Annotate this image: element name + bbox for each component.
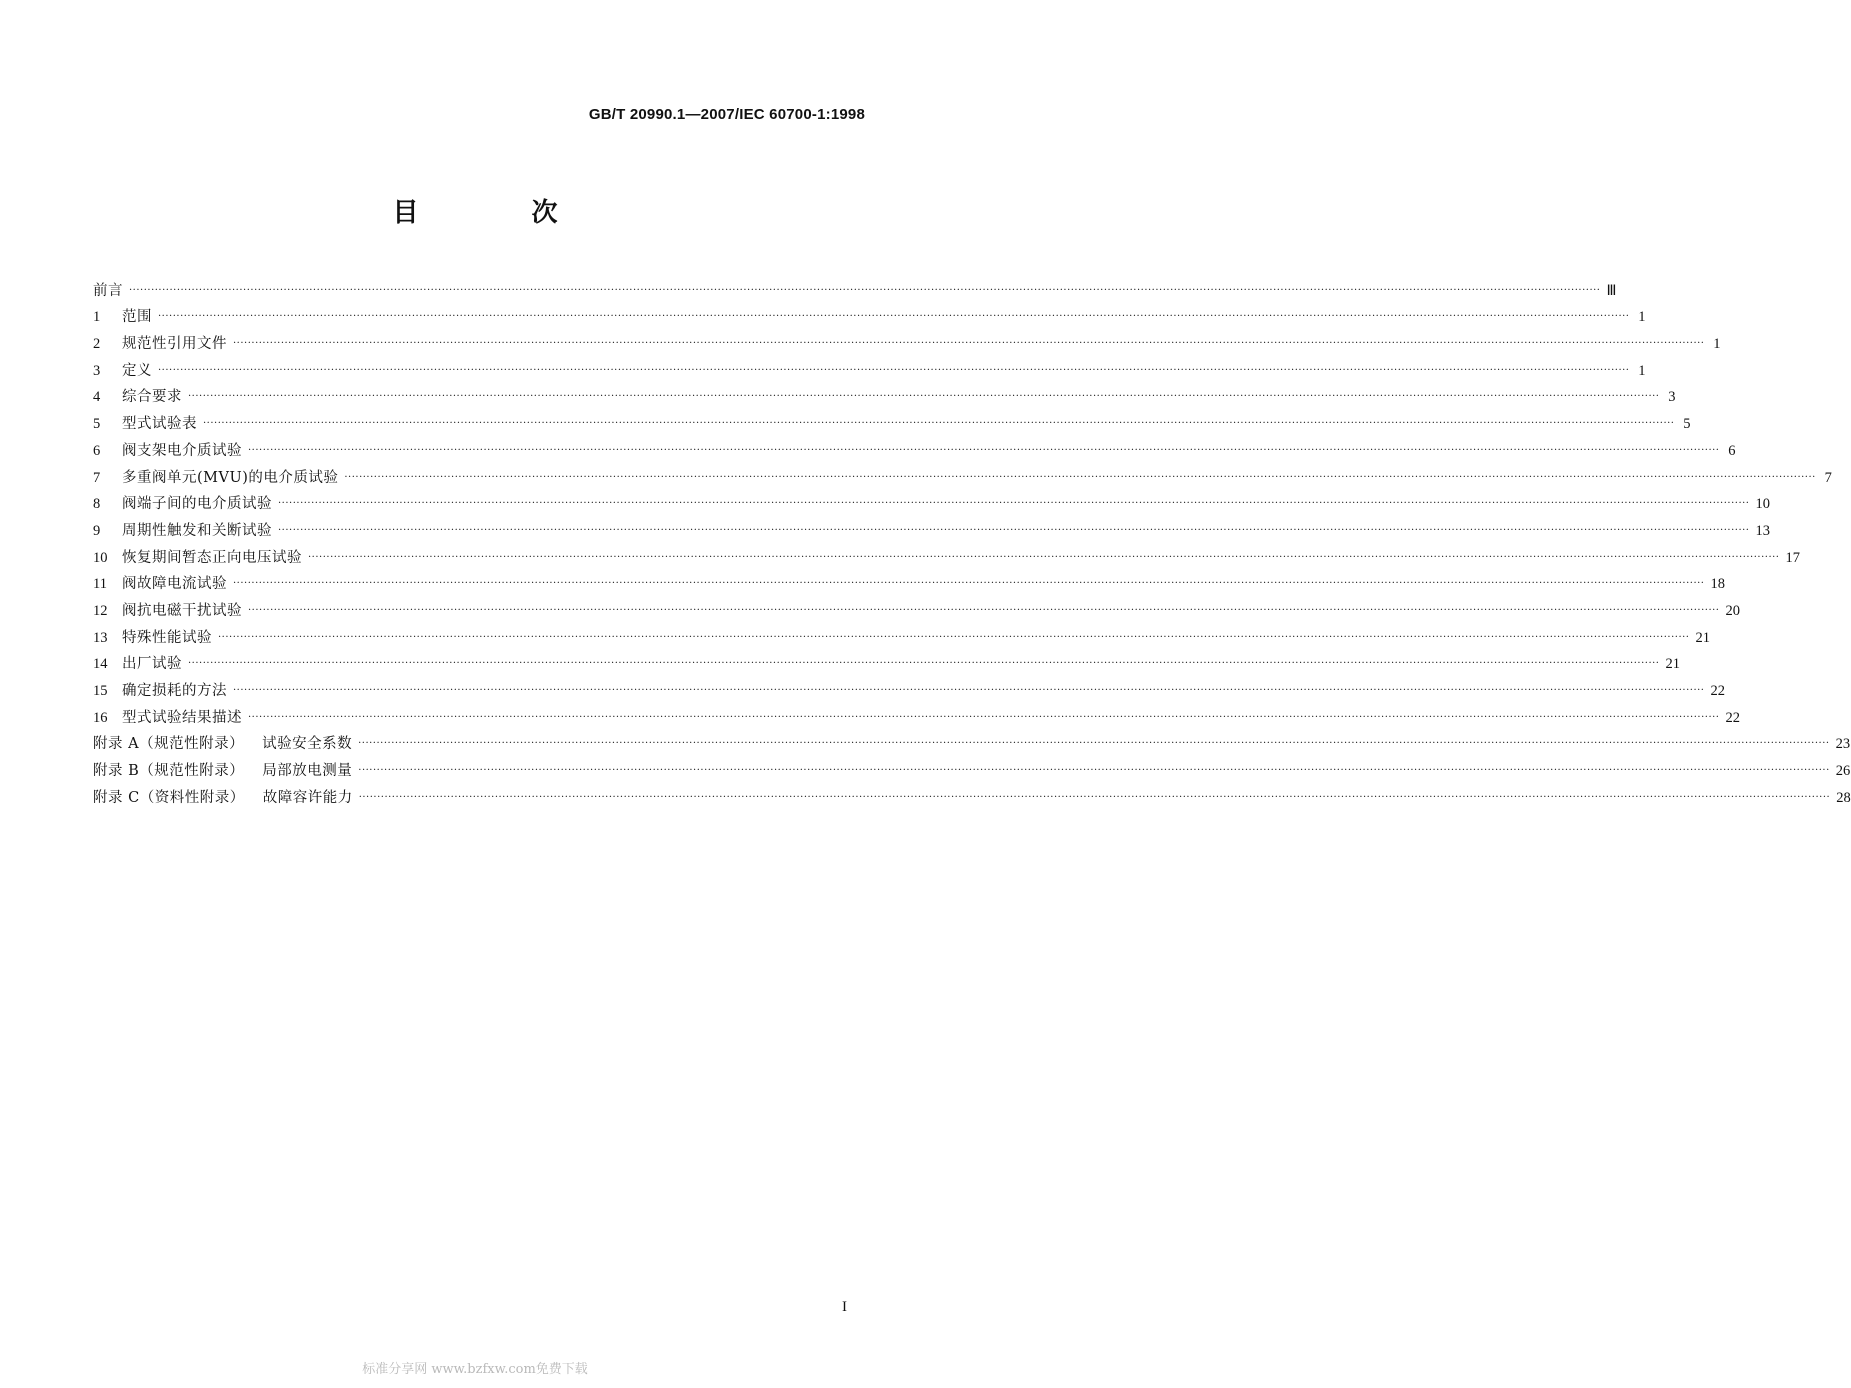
dot-leader: ················································································································································································································································································································································································································: [203, 418, 1675, 430]
toc-entry-annex-title: 试验安全系数: [262, 736, 353, 753]
toc-entry[interactable]: [93, 434, 1736, 461]
toc-entry-page: 1: [1713, 336, 1721, 353]
toc-entry-label: 前言: [93, 282, 123, 299]
dot-leader: ················································································································································································································································································································································································································: [278, 524, 1750, 536]
dot-leader: ················································································································································································································································································································································································································: [344, 471, 1816, 483]
toc-entry-number: 10: [93, 549, 108, 566]
toc-entry-page: 21: [1665, 656, 1680, 673]
toc-entry[interactable]: [93, 514, 1770, 541]
toc-entry-annex-title: 故障容许能力: [262, 789, 353, 806]
toc-entry-number: 16: [93, 709, 108, 726]
toc-entry-label: 型式试验结果描述: [122, 709, 242, 726]
toc-entry-label: 特殊性能试验: [122, 629, 212, 646]
toc-entry-page: 10: [1755, 496, 1770, 513]
toc-entry-page: 17: [1785, 549, 1800, 566]
dot-leader: ················································································································································································································································································································································································································: [248, 711, 1720, 723]
toc-entry[interactable]: [93, 327, 1721, 354]
dot-leader: ················································································································································································································································································································································································································: [278, 498, 1750, 510]
toc-entry-annex-title: 局部放电测量: [262, 763, 353, 780]
toc-entry[interactable]: [93, 461, 1832, 488]
table-of-contents: [93, 274, 1851, 808]
toc-entry-label: 附录 C（资料性附录）: [93, 789, 245, 806]
toc-entry-number: 1: [93, 309, 101, 326]
toc-entry-number: 3: [93, 362, 101, 379]
toc-entry-number: 15: [93, 683, 108, 699]
dot-leader: ················································································································································································································································································································································································································: [358, 765, 1830, 777]
toc-entry-page: 23: [1835, 736, 1851, 753]
toc-entry-page: 7: [1824, 469, 1832, 486]
toc-entry-page: 20: [1725, 602, 1740, 619]
toc-entry-page: 6: [1728, 442, 1736, 459]
toc-entry-number: 6: [93, 442, 101, 459]
toc-entry[interactable]: [93, 701, 1740, 728]
toc-entry-page: 1: [1638, 309, 1646, 326]
watermark: 标准分享网 www.bzfxw.com免费下载: [362, 1362, 588, 1377]
toc-entry-number: 12: [93, 602, 108, 619]
toc-entry-number: 7: [93, 469, 101, 486]
toc-entry[interactable]: [93, 674, 1725, 701]
dot-leader: ················································································································································································································································································································································································································: [218, 631, 1690, 643]
toc-entry-page: 3: [1668, 389, 1676, 406]
toc-entry-page: 18: [1710, 576, 1725, 593]
toc-entry-label: 型式试验表: [122, 416, 197, 433]
toc-entry[interactable]: [93, 728, 1851, 755]
dot-leader: ················································································································································································································································································································································································································: [188, 391, 1660, 403]
dot-leader: ················································································································································································································································································································································································································: [248, 444, 1720, 456]
page-title: 目 次: [392, 198, 610, 228]
toc-entry-number: 5: [93, 416, 101, 433]
toc-entry[interactable]: [93, 488, 1770, 515]
toc-entry[interactable]: [93, 648, 1680, 675]
toc-entry-label: 出厂试验: [122, 656, 182, 673]
toc-entry-label: 恢复期间暂态正向电压试验: [122, 549, 302, 566]
toc-entry-page: Ⅲ: [1606, 282, 1617, 299]
toc-entry-label: 阀抗电磁干扰试验: [122, 602, 242, 619]
toc-entry-page: 21: [1695, 629, 1710, 646]
page-number: I: [842, 1299, 847, 1315]
dot-leader: ················································································································································································································································································································································································································: [248, 604, 1720, 616]
toc-entry-number: 8: [93, 496, 101, 513]
toc-entry-label: 阀端子间的电介质试验: [122, 496, 272, 513]
dot-leader: ················································································································································································································································································································································································································: [188, 658, 1660, 670]
toc-entry-page: 13: [1755, 522, 1770, 539]
toc-entry[interactable]: [93, 301, 1646, 328]
dot-leader: ················································································································································································································································································································································································································: [358, 791, 1831, 803]
toc-entry-number: 9: [93, 522, 101, 539]
toc-entry-label: 定义: [122, 362, 152, 379]
dot-leader: ················································································································································································································································································································································································································: [233, 685, 1705, 696]
toc-entry-number: 13: [93, 629, 108, 646]
toc-entry-page: 22: [1725, 709, 1740, 726]
toc-entry-number: 4: [93, 389, 101, 406]
toc-entry-label: 综合要求: [122, 389, 182, 406]
toc-entry-label: 确定损耗的方法: [122, 683, 227, 699]
toc-entry-page: 22: [1710, 683, 1725, 699]
toc-entry-page: 26: [1835, 763, 1851, 780]
dot-leader: ················································································································································································································································································································································································································: [358, 738, 1830, 750]
toc-entry-label: 范围: [122, 309, 152, 326]
toc-entry-page: 28: [1836, 789, 1851, 806]
toc-entry[interactable]: [93, 274, 1617, 301]
dot-leader: ················································································································································································································································································································································································································: [129, 284, 1601, 296]
toc-entry-number: 14: [93, 656, 108, 673]
toc-entry-label: 附录 B（规范性附录）: [93, 763, 245, 780]
toc-entry-label: 阀故障电流试验: [122, 576, 227, 593]
toc-entry[interactable]: [93, 568, 1725, 595]
toc-entry-label: 规范性引用文件: [122, 336, 227, 353]
toc-entry[interactable]: [93, 594, 1740, 621]
toc-entry[interactable]: [93, 621, 1710, 648]
dot-leader: ················································································································································································································································································································································································································: [233, 338, 1705, 350]
dot-leader: ················································································································································································································································································································································································································: [233, 578, 1705, 590]
toc-entry-number: 11: [93, 576, 107, 593]
toc-entry[interactable]: [93, 754, 1851, 781]
dot-leader: ················································································································································································································································································································································································································: [158, 364, 1630, 376]
toc-entry[interactable]: [93, 781, 1851, 808]
standard-number: GB/T 20990.1—2007/IEC 60700-1:1998: [588, 106, 865, 123]
dot-leader: ················································································································································································································································································································································································································: [158, 311, 1630, 323]
toc-entry[interactable]: [93, 541, 1800, 568]
toc-entry-label: 多重阀单元(MVU)的电介质试验: [122, 469, 339, 486]
toc-entry[interactable]: [93, 381, 1676, 408]
toc-entry-page: 1: [1638, 362, 1646, 379]
toc-entry-number: 2: [93, 336, 101, 353]
toc-entry-label: 附录 A（规范性附录）: [93, 736, 245, 753]
dot-leader: ················································································································································································································································································································································································································: [308, 551, 1780, 563]
toc-entry-page: 5: [1683, 416, 1691, 433]
toc-entry[interactable]: [93, 407, 1691, 434]
toc-entry[interactable]: [93, 354, 1646, 381]
toc-entry-label: 周期性触发和关断试验: [122, 522, 272, 539]
toc-entry-label: 阀支架电介质试验: [122, 442, 242, 459]
